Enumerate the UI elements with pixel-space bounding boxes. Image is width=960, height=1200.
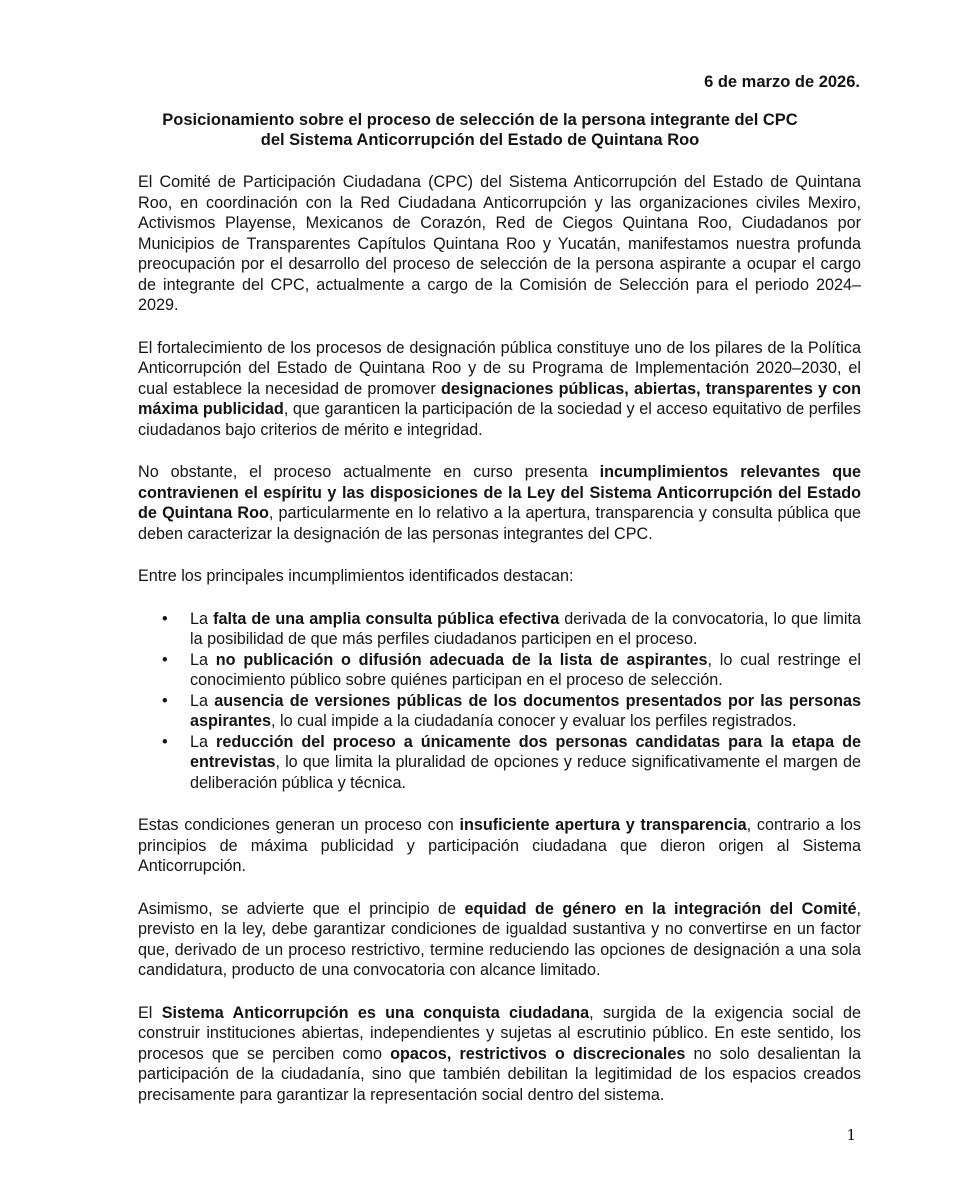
paragraph-equidad-genero: Asimismo, se advierte que el principio de equidad de género en la integración del Comité, previsto en la ley, debe garantizar condiciones de igualdad sustantiva y no convertirse en un factor que, derivado de un proceso restrictivo, termine reduciendo las opciones de designación a una sola candidatura, producto de una convocatoria con alcance limitado. (138, 899, 861, 979)
document-body (138, 172, 861, 1127)
document-date: 6 de marzo de 2026. (704, 73, 860, 91)
paragraph-no-obstante: No obstante, el proceso actualmente en curso presenta incumplimientos relevantes que contravienen el espíritu y las disposiciones de la Ley del Sistema Anticorrupción del Estado de Quintana Roo, particularmente en lo relativo a la apertura, transparencia y consulta pública que deben caracterizar la designación de las personas integrantes del CPC. (138, 463, 861, 543)
title-line-2: del Sistema Anticorrupción del Estado de Quintana Roo (260, 131, 700, 149)
incumplimientos-list (138, 609, 861, 794)
emphasis-text: ausencia de versiones públicas de los documentos presentados por las personas aspirantes (190, 691, 861, 730)
paragraph-conquista-ciudadana: El Sistema Anticorrupción es una conquista ciudadana, surgida de la exigencia social de construir instituciones abiertas, independientes y sujetas al escrutinio público. En este sentido, los procesos que se perciben como opacos, restrictivos o discrecionales no solo desalientan la participación de la ciudadanía, sino que también debilitan la legitimidad de los espacios creados precisamente para garantizar la representación social dentro del sistema. (138, 1003, 861, 1104)
emphasis-text: opacos, restrictivos o discrecionales (390, 1044, 686, 1063)
emphasis-text: Sistema Anticorrupción es una conquista ciudadana (161, 1003, 590, 1022)
emphasis-text: reducción del proceso a únicamente dos personas candidatas para la etapa de entrevistas (190, 732, 861, 771)
document-title (100, 110, 860, 150)
list-item: • La reducción del proceso a únicamente dos personas candidatas para la etapa de entrevistas, lo que limita la pluralidad de opciones y reduce significativamente el margen de deliberación pública y técnica. (138, 732, 861, 794)
emphasis-text: insuficiente apertura y transparencia (459, 816, 747, 834)
paragraph-fortalecimiento: El fortalecimiento de los procesos de designación pública constituye uno de los pilares de la Política Anticorrupción del Estado de Quintana Roo y de su Programa de Implementación 2020–2030, el cual establece la necesidad de promover designaciones públicas, abiertas, transparentes y con máxima publicidad, que garanticen la participación de la sociedad y el acceso equitativo de perfiles ciudadanos bajo criterios de mérito e integridad. (138, 338, 862, 439)
page-number: 1 (846, 1126, 856, 1144)
list-item: • La ausencia de versiones públicas de los documentos presentados por las personas aspirantes, lo cual impide a la ciudadanía conocer y evaluar los perfiles registrados. (138, 691, 861, 732)
emphasis-text: designaciones públicas, abiertas, transparentes y con máxima publicidad (138, 379, 862, 418)
paragraph-intro: El Comité de Participación Ciudadana (CPC) del Sistema Anticorrupción del Estado de Quintana Roo, en coordinación con la Red Ciudadana Anticorrupción y las organizaciones civiles Mexiro, Activismos Playense, Mexicanos de Corazón, Red de Ciegos Quintana Roo, Ciudadanos por Municipios de Transparentes Capítulos Quintana Roo y Yucatán, manifestamos nuestra profunda preocupación por el desarrollo del proceso de selección de la persona aspirante a ocupar el cargo de integrante del CPC, actualmente a cargo de la Comisión de Selección para el periodo 2024–2029. (138, 173, 861, 314)
list-item: • La no publicación o difusión adecuada de la lista de aspirantes, lo cual restringe el conocimiento público sobre quiénes participan en el proceso de selección. (138, 650, 861, 691)
list-item: • La falta de una amplia consulta pública efectiva derivada de la convocatoria, lo que limita la posibilidad de que más perfiles ciudadanos participen en el proceso. (138, 609, 861, 650)
paragraph-condiciones: Estas condiciones generan un proceso con insuficiente apertura y transparencia, contrario a los principios de máxima publicidad y participación ciudadana que dieron origen al Sistema Anticorrupción. (138, 816, 861, 875)
title-line-1: Posicionamiento sobre el proceso de selección de la persona integrante del CPC (162, 111, 798, 129)
paragraph-incumplimientos-intro: Entre los principales incumplimientos identificados destacan: (138, 567, 574, 585)
emphasis-text: falta de una amplia consulta pública efectiva (213, 609, 560, 628)
emphasis-text: equidad de género en la integración del Comité (464, 899, 857, 918)
emphasis-text: no publicación o difusión adecuada de la lista de aspirantes (215, 650, 708, 669)
emphasis-text: incumplimientos relevantes que contravienen el espíritu y las disposiciones de la Ley del Sistema Anticorrupción del Estado de Quintana Roo (138, 463, 861, 522)
